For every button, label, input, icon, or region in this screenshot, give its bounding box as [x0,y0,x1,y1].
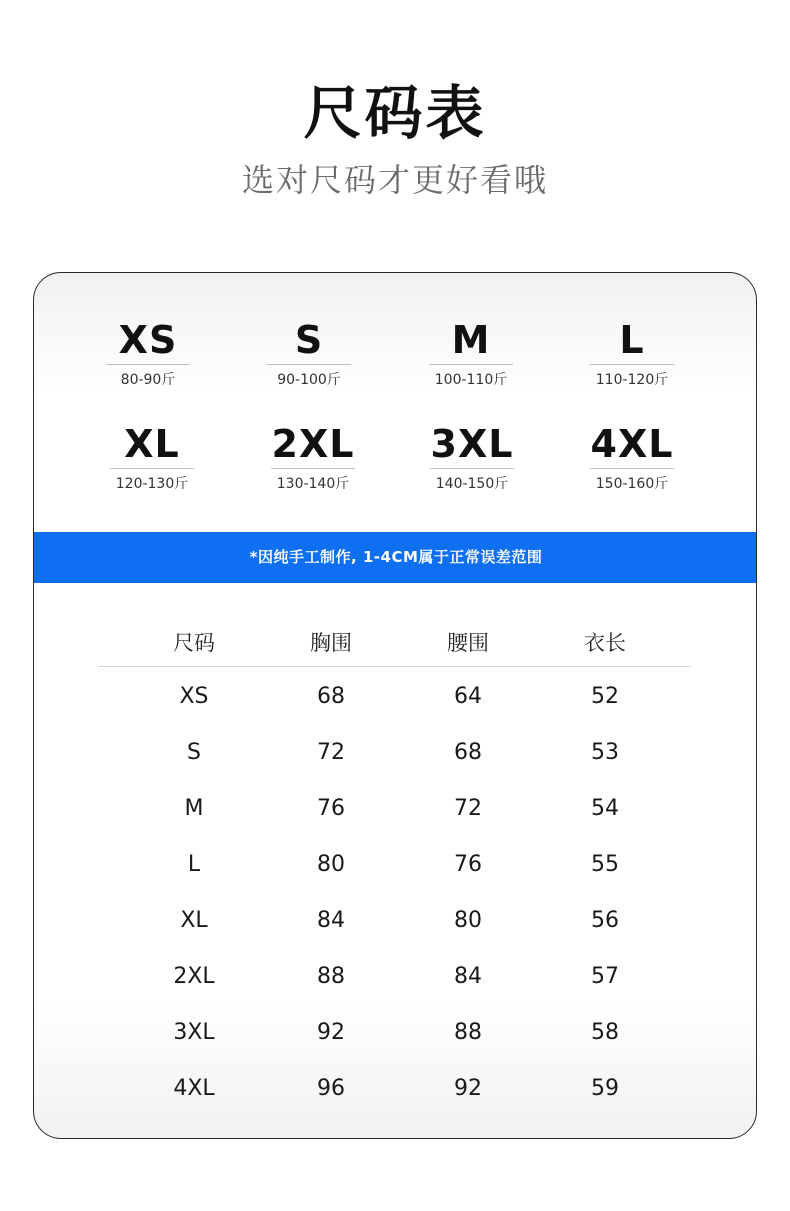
divider [590,364,674,365]
column-header-length: 衣长 [584,631,626,655]
divider [271,468,355,469]
size-block-3xl [422,422,522,493]
size-name: L [619,318,645,362]
cell-length: 59 [591,1076,619,1101]
size-name: 4XL [590,422,674,466]
size-weight: 80-90斤 [120,372,176,388]
page-title: 尺码表 [303,79,487,147]
size-weight: 120-130斤 [115,476,189,492]
size-block-s [259,318,359,389]
size-weight: 90-100斤 [277,372,341,388]
cell-size: XL [180,908,208,933]
cell-waist: 92 [454,1076,482,1101]
cell-length: 57 [591,964,619,989]
page-subtitle: 选对尺码才更好看哦 [241,161,548,199]
divider [110,468,194,469]
divider [429,364,513,365]
size-weight: 130-140斤 [276,476,350,492]
cell-size: L [187,852,201,877]
size-chart-card [33,272,757,1139]
cell-size: 3XL [173,1020,215,1045]
divider [267,364,351,365]
cell-chest: 92 [317,1020,345,1045]
cell-chest: 72 [317,740,345,765]
error-notice-banner: *因纯手工制作, 1-4CM属于正常误差范围 [34,532,757,583]
table-row [34,957,757,997]
size-weight: 150-160斤 [595,476,669,492]
cell-length: 53 [591,740,619,765]
cell-chest: 68 [317,684,345,709]
cell-waist: 64 [454,684,482,709]
size-block-2xl [263,422,363,493]
cell-length: 56 [591,908,619,933]
cell-size: 2XL [173,964,215,989]
header-divider [98,666,691,667]
cell-size: S [187,740,201,765]
table-row [34,1013,757,1053]
size-block-4xl [582,422,682,493]
cell-chest: 76 [317,796,345,821]
cell-length: 55 [591,852,619,877]
size-block-xs [98,318,198,389]
cell-length: 58 [591,1020,619,1045]
size-block-l [582,318,682,389]
table-row [34,677,757,717]
cell-waist: 80 [454,908,482,933]
cell-waist: 76 [454,852,482,877]
size-block-xl [102,422,202,493]
size-name: XS [118,318,178,362]
column-header-chest: 胸围 [310,631,352,655]
cell-size: 4XL [173,1076,215,1101]
column-header-size: 尺码 [173,631,215,655]
cell-length: 52 [591,684,619,709]
size-weight: 100-110斤 [434,372,508,388]
cell-size: XS [179,684,209,709]
table-row [34,789,757,829]
size-name: XL [124,422,180,466]
cell-size: M [184,796,204,821]
cell-waist: 72 [454,796,482,821]
size-name: 3XL [430,422,514,466]
column-header-waist: 腰围 [447,631,489,655]
cell-chest: 96 [317,1076,345,1101]
size-name: M [451,318,491,362]
cell-chest: 88 [317,964,345,989]
divider [590,468,674,469]
size-block-m [421,318,521,389]
table-row [34,733,757,773]
table-header [34,625,757,661]
table-row [34,1069,757,1109]
size-weight: 110-120斤 [595,372,669,388]
divider [106,364,190,365]
cell-waist: 84 [454,964,482,989]
cell-chest: 84 [317,908,345,933]
divider [430,468,514,469]
size-name: 2XL [271,422,355,466]
size-weight: 140-150斤 [435,476,509,492]
cell-waist: 68 [454,740,482,765]
cell-chest: 80 [317,852,345,877]
cell-length: 54 [591,796,619,821]
size-name: S [294,318,324,362]
table-row [34,845,757,885]
table-row [34,901,757,941]
cell-waist: 88 [454,1020,482,1045]
